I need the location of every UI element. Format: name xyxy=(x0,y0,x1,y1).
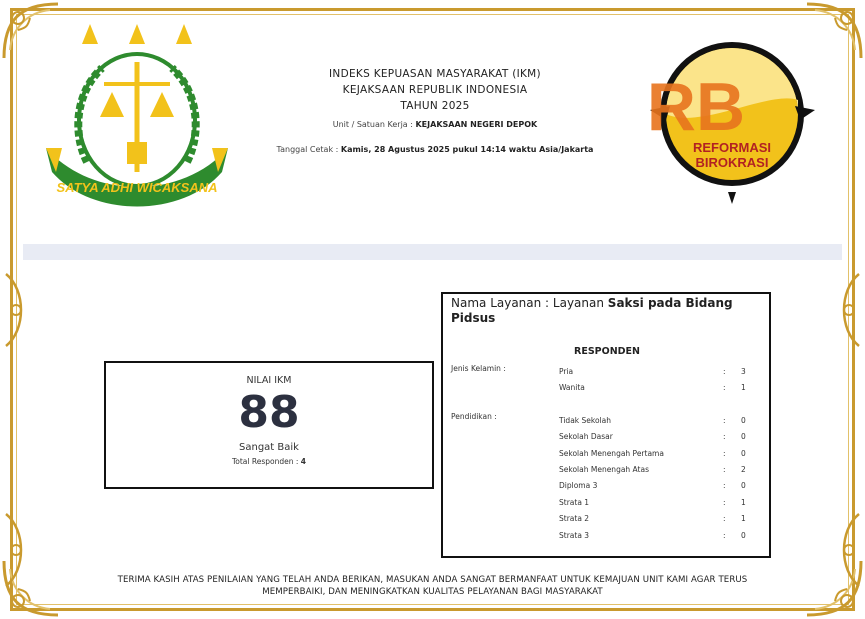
total-respondents xyxy=(106,457,432,466)
list-item xyxy=(559,465,759,477)
row-value: 0 xyxy=(741,531,746,540)
unit-label: Unit / Satuan Kerja : xyxy=(332,120,416,129)
row-value: 1 xyxy=(741,383,746,392)
row-colon: : xyxy=(723,481,726,490)
print-date-value: Kamis, 28 Agustus 2025 pukul 14:14 waktu Asia/Jakarta xyxy=(340,145,594,154)
row-value: 0 xyxy=(741,432,746,441)
row-value: 0 xyxy=(741,481,746,490)
list-item xyxy=(559,367,759,379)
row-colon: : xyxy=(723,465,726,474)
ikm-value: 88 xyxy=(238,387,300,438)
row-name: Strata 1 xyxy=(559,498,590,507)
ikm-score-card xyxy=(104,361,434,489)
footer-line-1: TERIMA KASIH ATAS PENILAIAN YANG TELAH ANDA BERIKAN, MASUKAN ANDA SANGAT BERMANFAAT UNTUK KEMAJUAN UNIT KAMI AGAR TERUS xyxy=(117,575,748,585)
print-date-line xyxy=(250,145,620,154)
rb-text-1: REFORMASI xyxy=(693,140,771,155)
education-label: Pendidikan : xyxy=(451,412,497,421)
row-value: 2 xyxy=(741,465,746,474)
ikm-category: Sangat Baik xyxy=(239,442,299,453)
row-name: Strata 2 xyxy=(559,514,590,523)
row-value: 0 xyxy=(741,449,746,458)
footer-thanks xyxy=(60,574,805,598)
side-ornament-icon xyxy=(0,270,40,350)
rb-text-2: BIROKRASI xyxy=(695,155,769,170)
corner-ornament-icon xyxy=(0,557,62,619)
list-item xyxy=(559,514,759,526)
list-item xyxy=(559,383,759,395)
row-name: Strata 3 xyxy=(559,531,590,540)
header-title: INDEKS KEPUASAN MASYARAKAT (IKM) xyxy=(329,68,541,80)
row-colon: : xyxy=(723,498,726,507)
header-year: TAHUN 2025 xyxy=(400,100,470,112)
ikm-label: NILAI IKM xyxy=(246,375,292,386)
list-item xyxy=(559,531,759,543)
unit-line xyxy=(250,120,620,129)
row-colon: : xyxy=(723,514,726,523)
row-name: Sekolah Dasar xyxy=(559,432,613,441)
row-colon: : xyxy=(723,531,726,540)
document-header xyxy=(250,66,620,154)
footer-line-2: MEMPERBAIKI, DAN MENINGKATKAN KUALITAS PELAYANAN BAGI MASYARAKAT xyxy=(262,587,603,597)
row-value: 0 xyxy=(741,416,746,425)
unit-value: KEJAKSAAN NEGERI DEPOK xyxy=(415,120,538,129)
row-value: 1 xyxy=(741,498,746,507)
row-name: Sekolah Menengah Pertama xyxy=(559,449,664,458)
row-name: Wanita xyxy=(559,383,585,392)
service-name-value: Saksi pada Bidang Pidsus xyxy=(451,296,733,325)
reformasi-birokrasi-logo-icon xyxy=(640,30,825,205)
gender-label: Jenis Kelamin : xyxy=(451,364,506,373)
row-name: Pria xyxy=(559,367,574,376)
list-item xyxy=(559,498,759,510)
row-colon: : xyxy=(723,432,726,441)
header-divider-band xyxy=(23,244,842,260)
total-respondents-label: Total Responden : xyxy=(231,457,301,466)
rb-mark: RB xyxy=(646,69,746,145)
list-item xyxy=(559,481,759,493)
kejaksaan-logo-icon xyxy=(42,22,232,217)
list-item xyxy=(559,432,759,444)
row-name: Sekolah Menengah Atas xyxy=(559,465,649,474)
row-name: Diploma 3 xyxy=(559,481,598,490)
respondents-heading: RESPONDEN xyxy=(574,346,640,357)
list-item xyxy=(559,449,759,461)
print-date-label: Tanggal Cetak : xyxy=(276,145,341,154)
row-value: 1 xyxy=(741,514,746,523)
logo-motto: SATYA ADHI WICAKSANA xyxy=(56,180,218,195)
corner-ornament-icon xyxy=(803,557,865,619)
list-item xyxy=(559,416,759,428)
row-colon: : xyxy=(723,416,726,425)
row-colon: : xyxy=(723,449,726,458)
row-name: Tidak Sekolah xyxy=(559,416,611,425)
header-institution: KEJAKSAAN REPUBLIK INDONESIA xyxy=(342,84,528,96)
side-ornament-icon xyxy=(0,510,40,590)
row-colon: : xyxy=(723,383,726,392)
total-respondents-value: 4 xyxy=(300,457,307,466)
service-name-prefix: Nama Layanan : Layanan xyxy=(451,296,608,310)
service-respondents-card xyxy=(441,292,771,558)
side-ornament-icon xyxy=(825,270,865,350)
row-value: 3 xyxy=(741,367,746,376)
side-ornament-icon xyxy=(825,510,865,590)
service-name xyxy=(451,296,761,326)
row-colon: : xyxy=(723,367,726,376)
